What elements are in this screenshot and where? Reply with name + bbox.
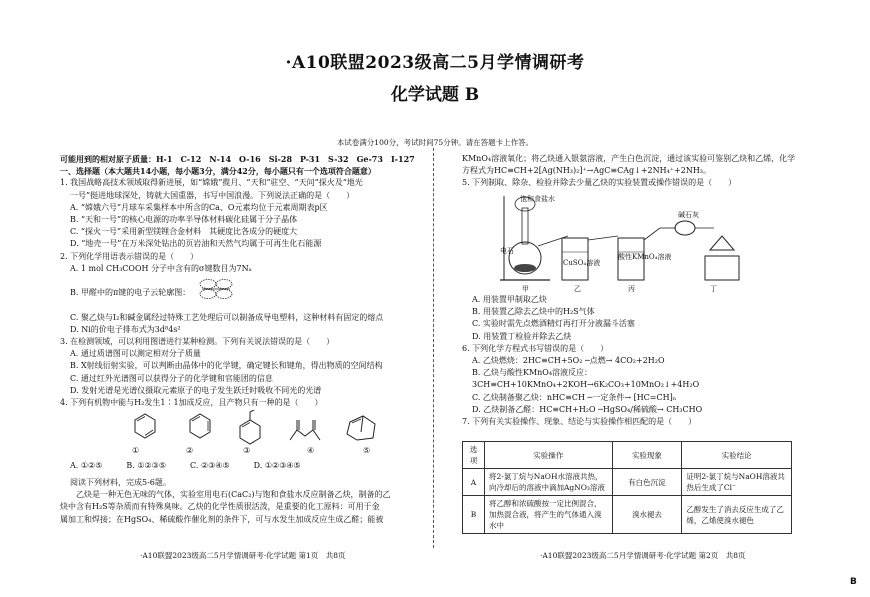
text-line: 2. 下列化学用语表示错误的是（ ） [60, 251, 199, 261]
text-line: 7. 下列有关实验操作、现象、结论与实验操作相匹配的是（ ） [462, 417, 697, 427]
text-line: 可能用到的相对原子质量：H-1 C-12 N-14 O-16 Si-28 P-31 S-32 Ge-73 I-127 [60, 154, 415, 164]
text-line: 一、选择题（本大题共14小题，每小题3分，满分42分，每小题只有一个选项符合题意） [60, 166, 376, 177]
column-divider [433, 148, 434, 548]
text-line: C. 通过红外光谱图可以获得分子的化学键和官能团的信息 [70, 373, 273, 383]
table-header: 选项 [463, 442, 485, 469]
text-line [60, 299, 430, 311]
text-line: 4. 下列有机物中能与H₂发生1∶1加成反应，且产物只有一种的是（ ） [60, 398, 323, 408]
text-line: 5. 下列制取、除杂、检验并除去少量乙炔的实验装置或操作错误的是（ ） [462, 178, 737, 188]
text-line: D. 发射光谱是光谱仪摄取元素原子的电子发生跃迁时吸收不同光的光谱 [70, 385, 322, 395]
table-header: 实验结论 [682, 442, 792, 469]
text-line: 乙炔是一种无色无味的气体，实验室用电石(CaC₂)与饱和食盐水反应制备乙炔，制备的乙 [76, 490, 391, 500]
left-column [60, 153, 430, 409]
ring-label: ④ [307, 446, 315, 455]
label-brine: 饱和食盐水 [520, 195, 555, 203]
ring-label: ⑤ [363, 446, 371, 455]
text-line: 方程式为HC≡CH+2[Ag(NH₃)₂]⁺→AgC≡CAg↓+2NH₄⁺+2NH₃。 [462, 166, 712, 176]
label-kmno4: 酸性KMnO₄溶液 [618, 253, 672, 261]
pi-bond-orbital-figure [196, 278, 236, 300]
text-line: D. “地壳一号”在万米深处钻出的页岩油和天然气均属于可再生化石能源 [70, 239, 322, 249]
text-line: C. 乙炔制备聚乙炔：nHC≡CH ─一定条件→ [HC=CH]ₙ [472, 392, 677, 402]
table-header-row [463, 442, 792, 469]
text-line: A. “嫦娥六号”月球车采集样本中所含的Ca、O元素均位于元素周期表p区 [70, 202, 328, 212]
q4-options: A. ①②⑤ B. ①②③⑤ C. ②③④⑤ D. ①②③④⑤ [70, 461, 301, 470]
text-line: B. “天和一号”的核心电源的功率半导体材料碳化硅属于分子晶体 [70, 215, 298, 225]
text-line: B. X射线衍射实验，可以判断由晶体中的化学键，确定键长和键角，得出物质的空间结构 [70, 361, 383, 371]
text-line: 3. 在检测领域，可以利用图谱进行某种检测。下列有关说法错误的是（ ） [60, 337, 335, 347]
table-cell: 有白色沉淀 [612, 469, 682, 496]
table-cell: 将乙醇和浓硫酸按一定比例混合，加热混合液，将产生的气体通入溴水中 [484, 496, 612, 534]
text-line: 阅读下列材料，完成5-6题。 [70, 478, 171, 487]
exam-subtitle: 化学试题 B [390, 85, 480, 105]
text-line: 一号”挺进地球深处，铸就大国重器，书写中国浪漫。下列说法正确的是（ ） [70, 190, 355, 200]
table-cell: 证明2-氯丁烷与NaOH溶液共热后生成了Cl⁻ [682, 469, 792, 496]
text-line [60, 275, 430, 287]
right-column-questions [462, 294, 842, 428]
label-cuso4: CuSO₄溶液 [563, 259, 601, 267]
exam-title: ·A10联盟2023级高二5月学情调研考 [285, 53, 585, 73]
text-line: D. Ni的价电子排布式为3d⁸4s² [70, 324, 181, 334]
right-footer: ·A10联盟2023级高二5月学情调研考·化学试题 第2页 共8页 [540, 551, 746, 560]
text-line: KMnO₄溶液氧化；将乙炔通入银氨溶液，产生白色沉淀，通过该实验可鉴别乙炔和乙烯，化学 [462, 154, 796, 163]
text-line: B. 乙炔与酸性KMnO₄溶液反应： [472, 368, 593, 378]
ring-label: ② [186, 446, 194, 455]
q7-table [462, 441, 792, 534]
corner-letter: B [850, 577, 857, 587]
table-cell: A [463, 469, 485, 496]
table-row [463, 469, 792, 496]
reading-passage [60, 477, 430, 526]
text-line: C. 实验时需先点燃酒精灯再打开分液漏斗活塞 [472, 319, 635, 329]
text-line: 炔中含有H₂S等杂质而有特殊臭味。乙炔的化学性质很活泼，是重要的化工原料：可用于金 [60, 502, 380, 512]
table-header: 实验操作 [484, 442, 612, 469]
label-bing: 丙 [628, 285, 635, 293]
label-ding: 丁 [710, 285, 717, 293]
text-line: D. 用装置丁检验并除去乙炔 [472, 331, 572, 341]
table-cell: 乙醇发生了消去反应生成了乙烯，乙烯使溴水褪色 [682, 496, 792, 534]
text-line: A. 用装置甲制取乙炔 [472, 295, 547, 304]
exam-note: 本试卷满分100分，考试时间75分钟。请在答题卡上作答。 [336, 138, 534, 147]
table-cell: 将2-氯丁烷与NaOH水溶液共热，向冷却后的溶液中滴加AgNO₃溶液 [484, 469, 612, 496]
table-row [463, 496, 792, 534]
text-line: C. 聚乙炔与I₂和碱金属经过特殊工艺处理后可以制备成导电塑料，这种材料有固定的熔点 [70, 312, 384, 322]
text-line: A. 通过质谱图可以测定相对分子质量 [70, 349, 201, 359]
right-column [462, 153, 842, 190]
text-line: A. 1 mol CH₃COOH 分子中含有的σ键数目为7Nₐ [70, 263, 252, 273]
q4-structures-figure [125, 410, 385, 458]
text-line: 3CH≡CH+10KMnO₄+2KOH→6K₂CO₃+10MnO₂↓+4H₂O [472, 380, 700, 390]
table-cell: B [463, 496, 485, 534]
table-cell: 溴水褪去 [612, 496, 682, 534]
label-yi: 乙 [574, 285, 581, 293]
text-line: B. 甲醛中的π键的电子云轮廓图： [70, 288, 191, 298]
text-line: 属加工和焊接；在HgSO₄、稀硫酸作催化剂的条件下，可与水发生加成反应生成乙醛；能被 [60, 514, 384, 524]
text-line: A. 乙炔燃烧：2HC≡CH+5O₂ ─点燃→ 4CO₂+2H₂O [472, 356, 665, 366]
ring-label: ③ [243, 446, 251, 455]
left-footer: ·A10联盟2023级高二5月学情调研考·化学试题 第1页 共8页 [140, 551, 346, 560]
ring-label: ① [132, 446, 140, 455]
text-line: 1. 我国战略高技术领域取得新进展，如“嫦娥”揽月、“天和”驻空、“天问”探火及“地光 [60, 178, 363, 188]
text-line: 6. 下列化学方程式书写错误的是（ ） [462, 343, 609, 353]
label-soda-lime: 碱石灰 [678, 211, 699, 219]
text-line: B. 用装置乙除去乙炔中的H₂S气体 [472, 307, 595, 317]
label-carbide: 电石 [500, 247, 514, 255]
label-jia: 甲 [522, 285, 529, 293]
table-header: 实验现象 [612, 442, 682, 469]
text-line: C. “探火一号”采用新型镁锂合金材料 其硬度比各成分的硬度大 [70, 227, 298, 237]
text-line: D. 乙炔制备乙醛：HC≡CH+H₂O ─HgSO₄/稀硫酸→ CH₃CHO [472, 404, 703, 414]
